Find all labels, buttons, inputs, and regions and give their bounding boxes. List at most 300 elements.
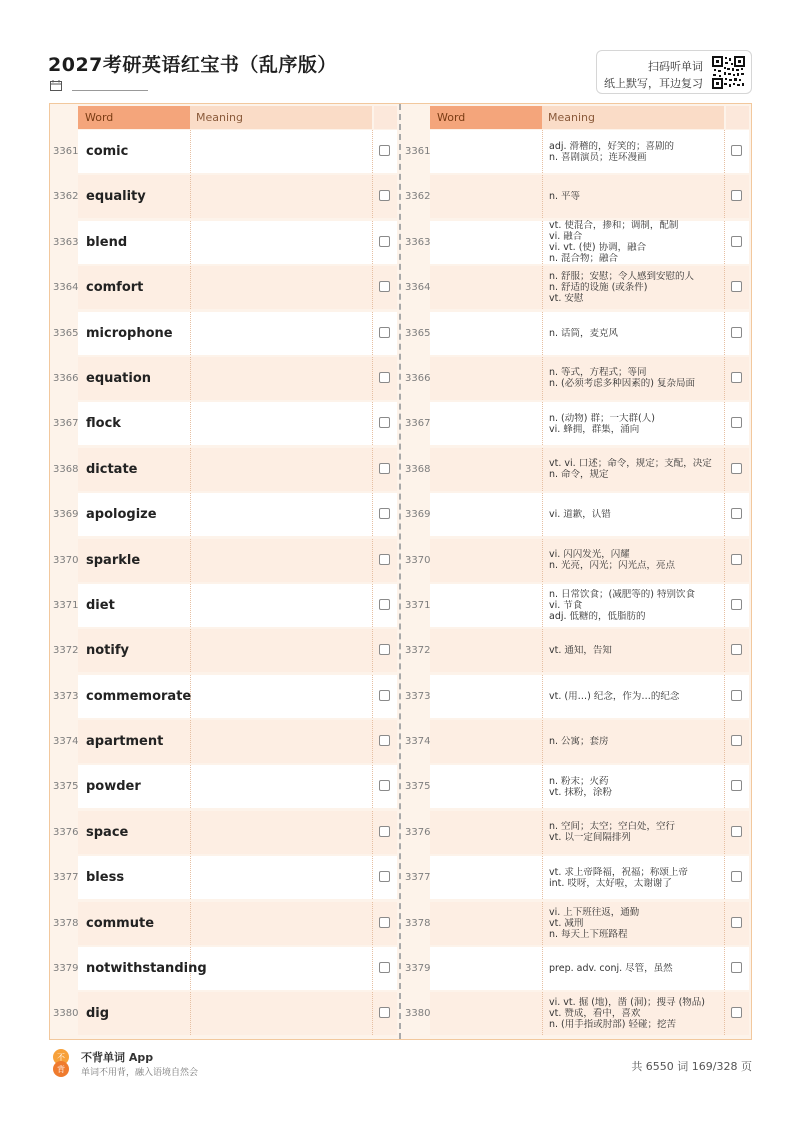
table-row	[50, 674, 399, 719]
word-text: flock	[86, 416, 121, 432]
row-background	[78, 992, 397, 1035]
meaning-text	[549, 719, 722, 764]
table-row	[50, 628, 399, 673]
header-check	[374, 106, 397, 129]
column-separator	[372, 992, 373, 1035]
meaning-line: vt. 通知，告知	[549, 645, 612, 657]
meaning-line: n. 舒服；安慰；令人感到安慰的人	[549, 271, 695, 283]
column-separator	[542, 720, 543, 763]
word-text: blend	[86, 234, 128, 250]
review-checkbox[interactable]	[379, 599, 390, 610]
word-number: 3380	[405, 1008, 431, 1020]
column-separator	[190, 402, 191, 445]
meaning-text	[549, 401, 722, 446]
review-checkbox[interactable]	[731, 962, 742, 973]
column-separator	[190, 629, 191, 672]
column-separator	[372, 266, 373, 309]
meaning-line: vt. vi. 口述；命令，规定；支配，决定	[549, 458, 712, 470]
word-number: 3378	[53, 917, 79, 929]
word-number: 3368	[53, 463, 79, 475]
word-text: apartment	[86, 734, 164, 750]
word-text: comfort	[86, 280, 144, 296]
word-text: microphone	[86, 325, 173, 341]
column-separator	[190, 266, 191, 309]
meaning-line: vi. 融合	[549, 231, 583, 243]
meaning-text	[549, 174, 722, 219]
meaning-line: n. 光亮，闪光；闪光点，亮点	[549, 560, 676, 572]
word-number: 3373	[53, 690, 79, 702]
row-background	[78, 584, 397, 627]
column-separator	[724, 402, 725, 445]
review-checkbox[interactable]	[731, 372, 742, 383]
word-text: sparkle	[86, 552, 141, 568]
word-text: notwithstanding	[86, 961, 207, 977]
table-row	[402, 583, 751, 628]
table-row	[50, 447, 399, 492]
review-checkbox[interactable]	[379, 735, 390, 746]
column-separator	[724, 493, 725, 536]
meaning-line: vi. 蜂拥，群集，涌向	[549, 423, 640, 435]
word-text: bless	[86, 870, 125, 886]
column-separator	[542, 175, 543, 218]
column-separator	[190, 902, 191, 945]
word-number: 3376	[53, 826, 79, 838]
review-checkbox[interactable]	[731, 281, 742, 292]
review-checkbox[interactable]	[731, 190, 742, 201]
meaning-line: int. 哎呀，太好啦，太谢谢了	[549, 877, 672, 889]
meaning-text	[549, 447, 722, 492]
table-row	[50, 401, 399, 446]
column-separator	[724, 539, 725, 582]
word-text: dig	[86, 1006, 110, 1022]
word-number: 3368	[405, 463, 431, 475]
word-number: 3363	[53, 236, 79, 248]
meaning-line: n. (动物) 群；一大群(人)	[549, 412, 655, 424]
word-number: 3372	[53, 645, 79, 657]
word-number: 3374	[53, 736, 79, 748]
meaning-line: vi. 闪闪发光，闪耀	[549, 549, 630, 561]
column-separator	[542, 312, 543, 355]
table-row	[50, 901, 399, 946]
table-row	[402, 946, 751, 991]
table-row	[402, 492, 751, 537]
header-meaning: Meaning	[190, 106, 372, 129]
review-checkbox[interactable]	[379, 1007, 390, 1018]
word-number: 3374	[405, 736, 431, 748]
meaning-line: vt. 减刑	[549, 917, 584, 929]
table-row	[402, 447, 751, 492]
review-checkbox[interactable]	[731, 236, 742, 247]
table-row	[402, 674, 751, 719]
meaning-line: n. 每天上下班路程	[549, 928, 628, 940]
word-number: 3364	[405, 282, 431, 294]
word-number: 3363	[405, 236, 431, 248]
table-row	[402, 356, 751, 401]
meaning-text	[549, 538, 722, 583]
column-separator	[724, 765, 725, 808]
review-checkbox[interactable]	[379, 644, 390, 655]
meaning-text	[549, 764, 722, 809]
column-separator	[542, 402, 543, 445]
review-checkbox[interactable]	[379, 281, 390, 292]
column-separator	[190, 357, 191, 400]
table-row	[50, 946, 399, 991]
date-blank-line	[72, 90, 148, 91]
column-separator	[372, 130, 373, 173]
word-number: 3366	[405, 372, 431, 384]
meaning-line: adj. 滑稽的，好笑的；喜剧的	[549, 140, 675, 152]
word-number: 3371	[53, 599, 79, 611]
word-number: 3361	[405, 146, 431, 157]
column-separator	[190, 992, 191, 1035]
column-separator	[724, 811, 725, 854]
word-number: 3365	[53, 327, 79, 339]
meaning-line: n. 舒适的设施 (或条件)	[549, 282, 648, 294]
review-checkbox[interactable]	[379, 372, 390, 383]
page-info: 共 6550 词 169/328 页	[631, 1060, 752, 1073]
meaning-line: vi. 节食	[549, 599, 583, 611]
column-separator	[542, 765, 543, 808]
word-number: 3362	[53, 191, 79, 203]
column-separator	[190, 539, 191, 582]
review-checkbox[interactable]	[731, 917, 742, 928]
word-number: 3376	[405, 826, 431, 838]
table-row	[50, 311, 399, 356]
review-checkbox[interactable]	[379, 463, 390, 474]
column-separator	[190, 221, 191, 264]
column-separator	[542, 539, 543, 582]
table-row	[50, 764, 399, 809]
column-separator	[542, 357, 543, 400]
meaning-rows	[402, 129, 751, 1037]
column-separator	[542, 902, 543, 945]
column-separator	[372, 493, 373, 536]
page-title: 2027考研英语红宝书（乱序版）	[48, 54, 337, 76]
meaning-text	[549, 628, 722, 673]
column-separator	[372, 720, 373, 763]
review-checkbox[interactable]	[731, 145, 742, 156]
review-checkbox[interactable]	[731, 826, 742, 837]
review-checkbox[interactable]	[379, 826, 390, 837]
column-separator	[724, 856, 725, 899]
review-checkbox[interactable]	[379, 508, 390, 519]
column-separator	[372, 902, 373, 945]
review-checkbox[interactable]	[379, 871, 390, 882]
word-number: 3369	[405, 509, 431, 521]
word-text: space	[86, 824, 129, 840]
app-logo-icon	[51, 1049, 71, 1077]
meaning-panel-header	[402, 106, 751, 129]
row-background	[78, 856, 397, 899]
table-row	[402, 538, 751, 583]
app-name: 不背单词 App	[81, 1051, 154, 1064]
word-number: 3364	[53, 282, 79, 294]
column-separator	[724, 629, 725, 672]
meaning-text	[549, 311, 722, 356]
table-row	[402, 628, 751, 673]
meaning-line: vt. 抹粉，涂粉	[549, 786, 612, 798]
table-row	[50, 810, 399, 855]
column-separator	[542, 947, 543, 990]
table-row	[50, 220, 399, 265]
column-separator	[190, 584, 191, 627]
meaning-text	[549, 674, 722, 719]
table-row	[50, 719, 399, 764]
review-checkbox[interactable]	[379, 417, 390, 428]
review-checkbox[interactable]	[731, 780, 742, 791]
table-row	[50, 265, 399, 310]
word-text: equality	[86, 189, 146, 205]
column-separator	[542, 992, 543, 1035]
word-number: 3366	[53, 372, 79, 384]
column-separator	[372, 357, 373, 400]
row-background	[78, 402, 397, 445]
column-separator	[372, 584, 373, 627]
word-number: 3371	[405, 599, 431, 611]
table-row	[402, 901, 751, 946]
word-panel-header	[50, 106, 399, 129]
column-separator	[724, 902, 725, 945]
review-checkbox[interactable]	[379, 690, 390, 701]
word-number: 3365	[405, 327, 431, 339]
column-separator	[724, 130, 725, 173]
column-separator	[724, 675, 725, 718]
review-checkbox[interactable]	[379, 327, 390, 338]
word-text: equation	[86, 370, 152, 386]
meaning-line: vi. vt. 掘 (地)，凿 (洞)；搜寻 (物品)	[549, 997, 705, 1009]
meaning-line: n. 话筒，麦克风	[549, 327, 619, 339]
column-separator	[542, 266, 543, 309]
meaning-line: n. (用手指或肘部) 轻碰；挖苦	[549, 1019, 676, 1031]
table-row	[402, 991, 751, 1036]
meaning-line: vt. (用…) 纪念，作为…的纪念	[549, 690, 680, 702]
meaning-line: n. 空间；太空；空白处，空行	[549, 821, 676, 833]
column-separator	[372, 175, 373, 218]
review-checkbox[interactable]	[731, 599, 742, 610]
column-separator	[190, 765, 191, 808]
meaning-line: vt. 安慰	[549, 293, 584, 305]
word-number: 3375	[405, 781, 431, 793]
meaning-text	[549, 492, 722, 537]
header-word: Word	[78, 106, 190, 129]
meaning-text	[549, 220, 722, 265]
review-checkbox[interactable]	[379, 236, 390, 247]
table-row	[402, 855, 751, 900]
column-separator	[190, 312, 191, 355]
word-text: powder	[86, 779, 141, 795]
word-number: 3375	[53, 781, 79, 793]
column-separator	[542, 856, 543, 899]
column-separator	[372, 221, 373, 264]
column-separator	[724, 448, 725, 491]
meaning-line: n. 等式，方程式；等同	[549, 367, 647, 379]
word-number: 3367	[53, 418, 79, 430]
column-separator	[372, 856, 373, 899]
meaning-text	[549, 129, 722, 174]
column-separator	[372, 811, 373, 854]
meaning-line: n. 混合物；融合	[549, 253, 619, 265]
meaning-panel	[402, 104, 751, 1039]
column-separator	[372, 448, 373, 491]
meaning-text	[549, 946, 722, 991]
word-number: 3361	[53, 146, 79, 157]
word-number: 3369	[53, 509, 79, 521]
meaning-line: vt. 赞成，看中，喜欢	[549, 1008, 641, 1020]
column-separator	[724, 221, 725, 264]
meaning-text	[549, 901, 722, 946]
logo-char-2: 背	[57, 1065, 65, 1074]
column-separator	[372, 765, 373, 808]
review-checkbox[interactable]	[379, 780, 390, 791]
review-checkbox[interactable]	[731, 735, 742, 746]
meaning-line: n. 粉末；火药	[549, 775, 609, 787]
word-text: dictate	[86, 461, 138, 477]
table-row	[402, 129, 751, 174]
meaning-line: n. 喜剧演员；连环漫画	[549, 151, 647, 163]
header-word: Word	[430, 106, 542, 129]
column-separator	[724, 992, 725, 1035]
word-number: 3378	[405, 917, 431, 929]
meaning-line: n. 日常饮食；(减肥等的) 特别饮食	[549, 588, 695, 600]
review-checkbox[interactable]	[379, 145, 390, 156]
table-row	[402, 220, 751, 265]
word-number: 3370	[53, 554, 79, 566]
column-separator	[190, 811, 191, 854]
meaning-line: adj. 低糖的，低脂肪的	[549, 610, 646, 622]
table-row	[402, 401, 751, 446]
word-text: apologize	[86, 507, 157, 523]
review-checkbox[interactable]	[731, 690, 742, 701]
meaning-line: prep. adv. conj. 尽管，虽然	[549, 963, 673, 975]
table-row	[402, 174, 751, 219]
word-panel	[50, 104, 399, 1039]
word-rows	[50, 129, 399, 1037]
qr-caption-2: 纸上默写，耳边复习	[604, 77, 703, 90]
column-separator	[542, 493, 543, 536]
word-number: 3379	[53, 963, 79, 975]
qr-card[interactable]	[596, 50, 752, 94]
app-slogan: 单词不用背，融入语境自然会	[81, 1068, 199, 1078]
review-checkbox[interactable]	[731, 871, 742, 882]
meaning-line: vt. 使混合，掺和；调制，配制	[549, 220, 679, 232]
column-separator	[542, 584, 543, 627]
meaning-line: n. 命令，规定	[549, 469, 609, 481]
meaning-line: vt. 以一定间隔排列	[549, 832, 631, 844]
table-row	[50, 129, 399, 174]
column-separator	[542, 221, 543, 264]
table-row	[402, 311, 751, 356]
column-separator	[372, 629, 373, 672]
column-separator	[190, 175, 191, 218]
meaning-text	[549, 583, 722, 628]
column-separator	[190, 720, 191, 763]
word-text: comic	[86, 144, 129, 159]
meaning-text	[549, 356, 722, 401]
column-separator	[542, 130, 543, 173]
date-field	[50, 80, 148, 91]
word-number: 3367	[405, 418, 431, 430]
column-separator	[372, 675, 373, 718]
word-table	[49, 103, 752, 1040]
meaning-text	[549, 810, 722, 855]
meaning-line: vi. 道歉，认错	[549, 509, 611, 521]
meaning-line: vi. 上下班往返，通勤	[549, 906, 640, 918]
review-checkbox[interactable]	[379, 962, 390, 973]
review-checkbox[interactable]	[379, 917, 390, 928]
review-checkbox[interactable]	[379, 554, 390, 565]
column-separator	[724, 266, 725, 309]
review-checkbox[interactable]	[379, 190, 390, 201]
word-number: 3377	[405, 872, 431, 884]
table-row	[50, 583, 399, 628]
word-number: 3379	[405, 963, 431, 975]
column-separator	[724, 947, 725, 990]
column-separator	[190, 448, 191, 491]
calendar-icon	[50, 80, 62, 91]
column-separator	[724, 175, 725, 218]
column-separator	[190, 130, 191, 173]
table-row	[402, 810, 751, 855]
word-text: notify	[86, 643, 129, 659]
qr-caption-1: 扫码听单词	[648, 60, 703, 73]
column-separator	[372, 312, 373, 355]
table-row	[50, 492, 399, 537]
meaning-text	[549, 855, 722, 900]
word-number: 3362	[405, 191, 431, 203]
column-separator	[724, 312, 725, 355]
word-number: 3372	[405, 645, 431, 657]
column-separator	[190, 493, 191, 536]
review-checkbox[interactable]	[731, 417, 742, 428]
word-text: commemorate	[86, 688, 192, 704]
review-checkbox[interactable]	[731, 508, 742, 519]
word-number: 3380	[53, 1008, 79, 1020]
column-separator	[190, 856, 191, 899]
review-checkbox[interactable]	[731, 463, 742, 474]
meaning-line: n. 平等	[549, 191, 581, 203]
qr-code-icon	[712, 56, 745, 89]
table-row	[50, 538, 399, 583]
review-checkbox[interactable]	[731, 644, 742, 655]
column-separator	[542, 675, 543, 718]
meaning-line: vt. 求上帝降福，祝福；称颂上帝	[549, 866, 688, 878]
table-row	[50, 174, 399, 219]
column-separator	[372, 947, 373, 990]
column-separator	[372, 539, 373, 582]
column-separator	[724, 584, 725, 627]
table-row	[402, 719, 751, 764]
review-checkbox[interactable]	[731, 1007, 742, 1018]
review-checkbox[interactable]	[731, 554, 742, 565]
header-meaning: Meaning	[542, 106, 724, 129]
column-separator	[542, 811, 543, 854]
logo-char-1: 不	[57, 1053, 65, 1062]
column-separator	[372, 402, 373, 445]
meaning-line: vi. vt. (使) 协调，融合	[549, 242, 647, 254]
word-text: diet	[86, 597, 115, 613]
table-row	[402, 265, 751, 310]
word-number: 3377	[53, 872, 79, 884]
table-row	[50, 855, 399, 900]
review-checkbox[interactable]	[731, 327, 742, 338]
meaning-line: n. (必须考虑多种因素的) 复杂局面	[549, 378, 695, 390]
header-check	[726, 106, 749, 129]
meaning-text	[549, 991, 722, 1036]
table-row	[50, 991, 399, 1036]
meaning-text	[549, 265, 722, 310]
column-separator	[542, 448, 543, 491]
column-separator	[724, 720, 725, 763]
